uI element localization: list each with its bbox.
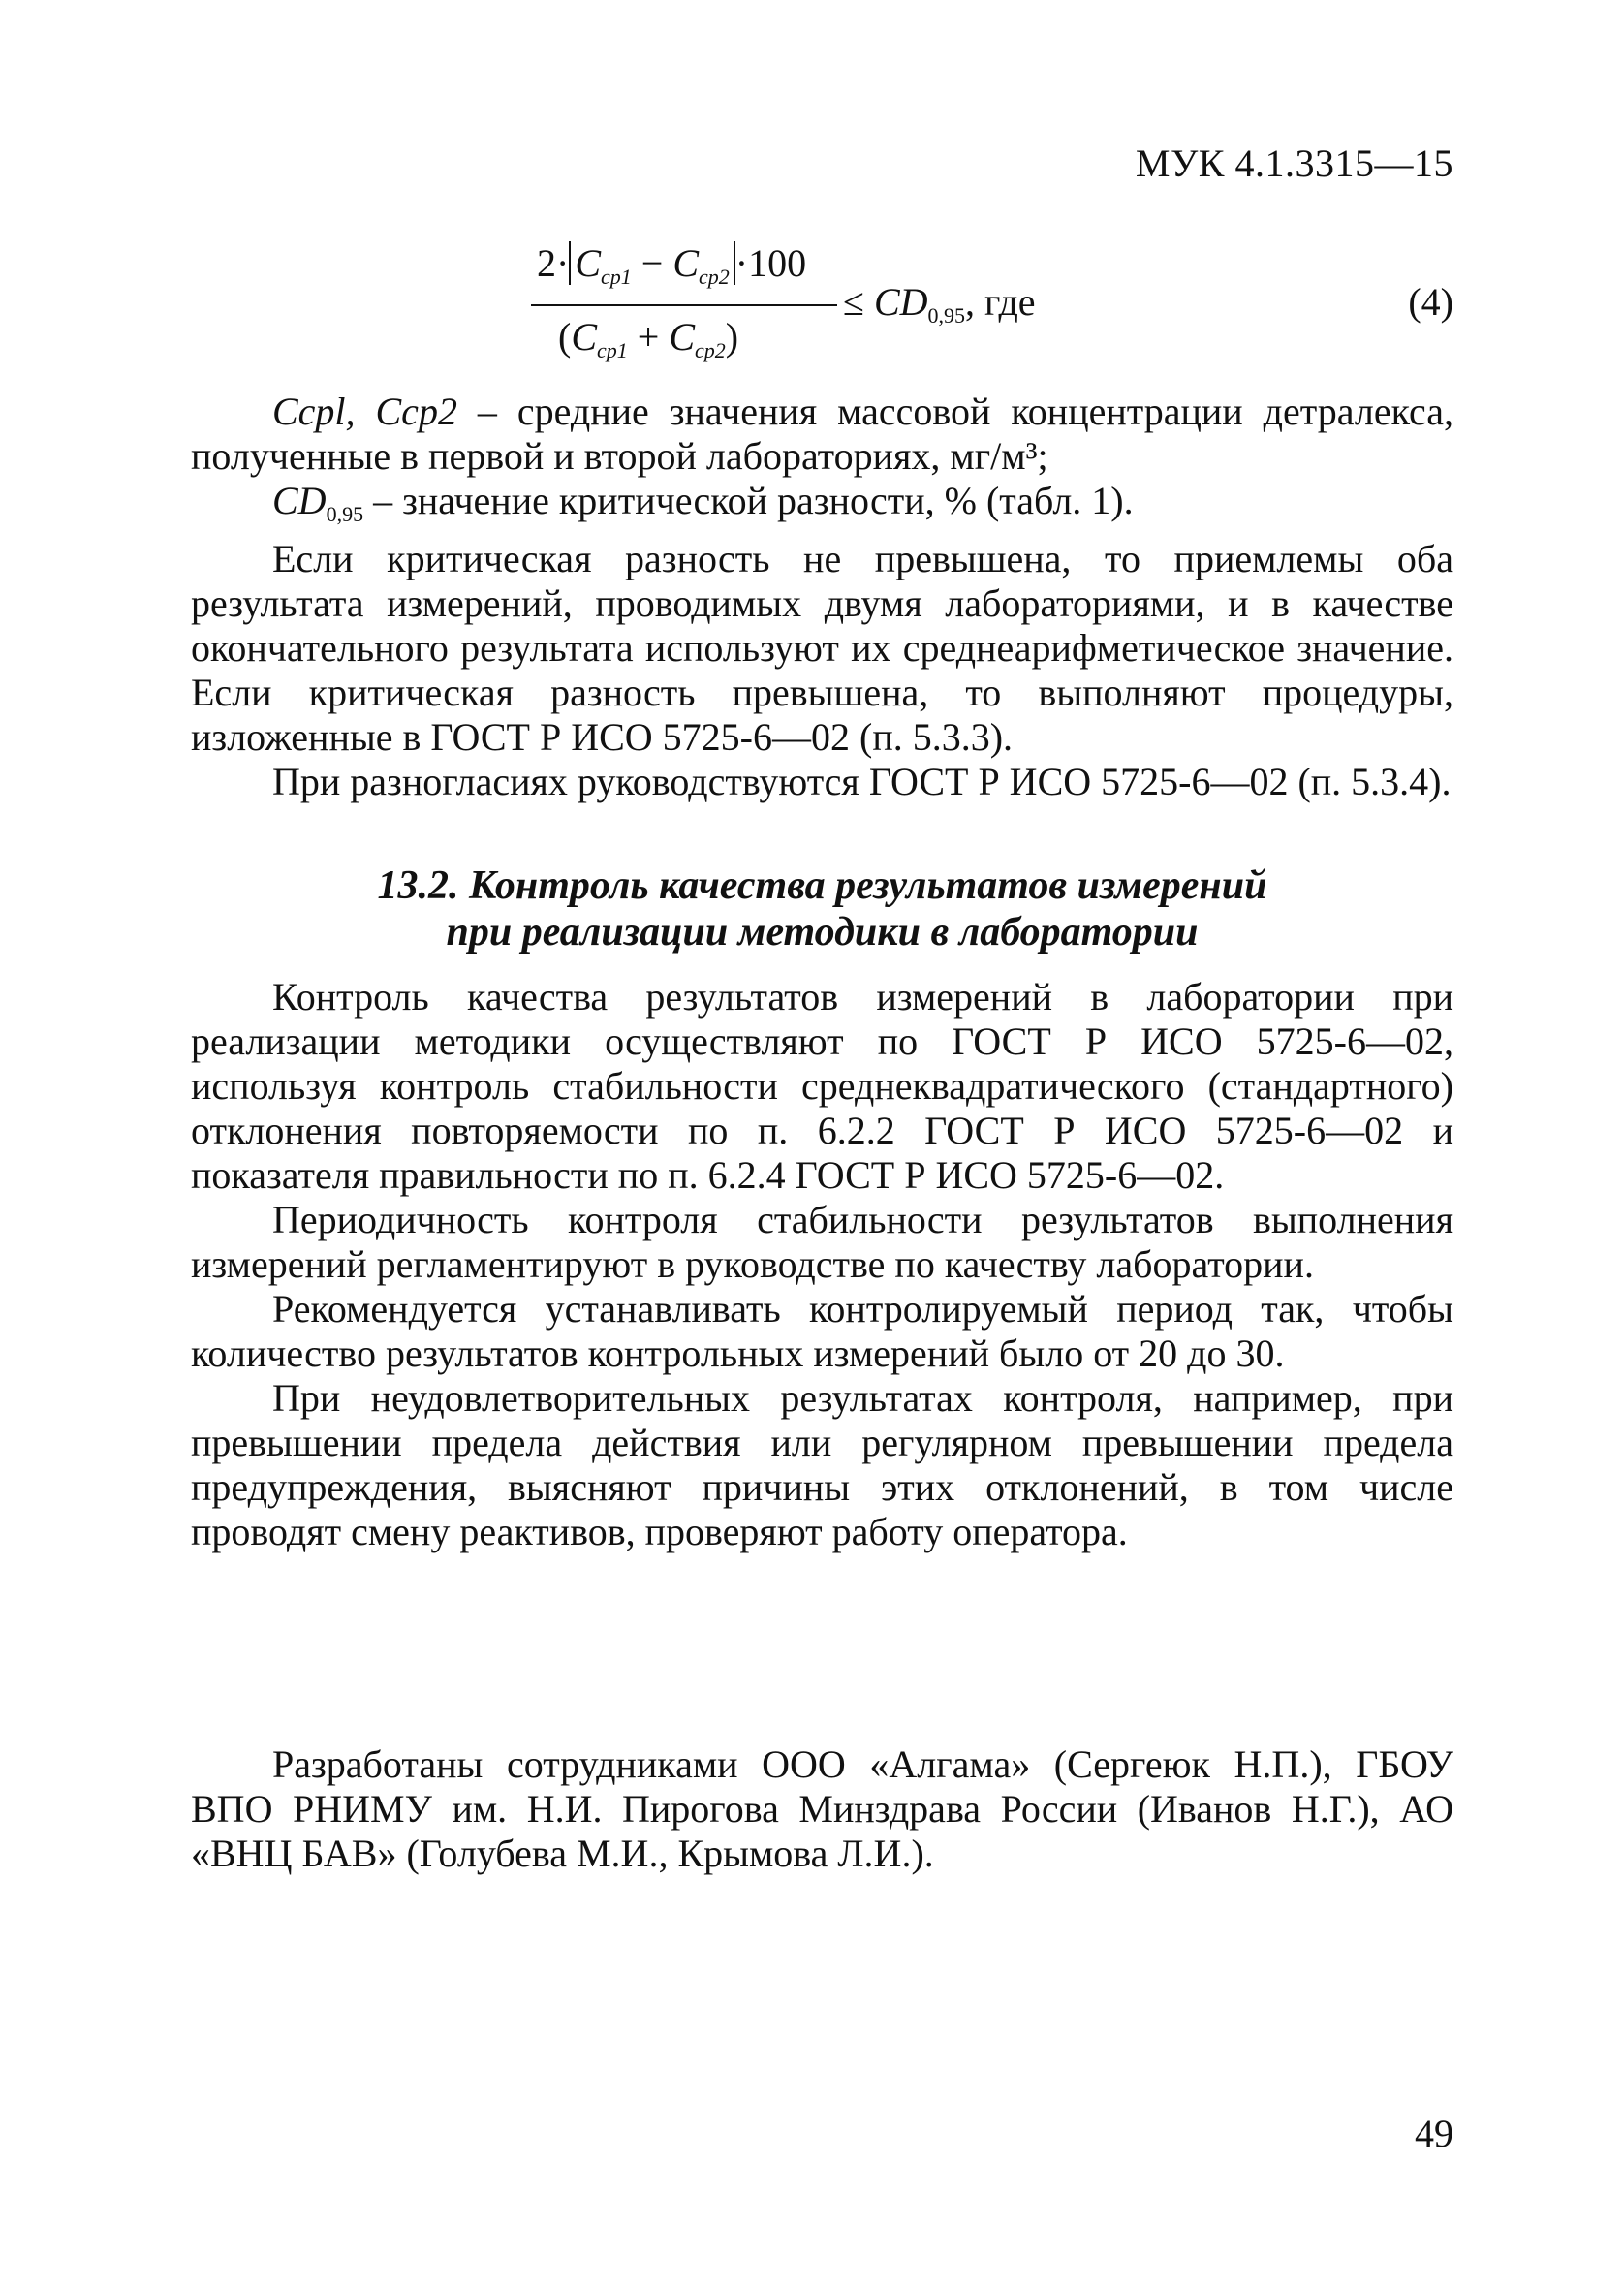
legend-line-critical-difference: $CD_{0,95}$ – значение критической разности, % (табл. 1).	[272, 479, 1134, 526]
formula-right-side: ≤ $CD_{0,95}$, где	[843, 280, 1036, 328]
legend-block	[191, 390, 1453, 804]
paragraph: Если критическая разность не превышена, то приемлемы оба результата измерений, проводимых двумя лабораториями, и в качестве окончательного результата используют их среднеарифметическое значение. Если критическая разность превышена, то выполняют процедуры, изложенные в ГОСТ Р ИСО 5725-6—02 (п. 5.3.3).	[191, 537, 1453, 759]
document-code: МУК 4.1.3315—15	[1135, 141, 1453, 185]
paragraph: Контроль качества результатов измерений в лаборатории при реализации методики осуществляют по ГОСТ Р ИСО 5725-6—02, используя контроль стабильности среднеквадратического (стандартного) отклонения повторяемости по п. 6.2.2 ГОСТ Р ИСО 5725-6—02 и показателя правильности по п. 6.2.4 ГОСТ Р ИСО 5725-6—02.	[191, 975, 1453, 1197]
paragraph: При неудовлетворительных результатах контроля, например, при превышении предела действия или регулярном превышении предела предупреждения, выясняют причины этих отклонений, в том числе проводят смену реактивов, проверяют работу оператора.	[191, 1376, 1453, 1553]
credits-block	[191, 1742, 1453, 1876]
paragraph: Рекомендуется устанавливать контролируемый период так, чтобы количество результатов контрольных измерений было от 20 до 30.	[191, 1287, 1453, 1375]
paragraph: При разногласиях руководствуются ГОСТ Р ИСО 5725-6—02 (п. 5.3.4).	[272, 760, 1452, 803]
section-body	[191, 975, 1453, 1554]
legend-line-concentration: Ccpl, Ccp2 – средние значения массовой концентрации детралекса, полученные в первой и второй лабораториях, мг/м³;	[191, 390, 1454, 478]
formula-numerator: $2\cdot C_{cp1} - C_{cp2} \cdot 100$	[537, 241, 807, 289]
fraction-bar	[531, 304, 837, 306]
section-title: 13.2. Контроль качества результатов измерений при реализации методики в лаборатории	[377, 863, 1267, 955]
equation-number: (4)	[1408, 280, 1453, 324]
formula-denominator: $(C_{cp1} + C_{cp2})$	[558, 315, 739, 362]
page-number: 49	[1415, 2112, 1453, 2155]
paragraph: Периодичность контроля стабильности результатов выполнения измерений регламентируют в руководстве по качеству лаборатории.	[191, 1198, 1453, 1286]
formula-4	[523, 240, 1453, 366]
credits-text: Разработаны сотрудниками ООО «Алгама» (Сергеюк Н.П.), ГБОУ ВПО РНИМУ им. Н.И. Пирогова Минздрава России (Иванов Н.Г.), АО «ВНЦ БАВ» (Голубева М.И., Крымова Л.И.).	[191, 1742, 1453, 1875]
